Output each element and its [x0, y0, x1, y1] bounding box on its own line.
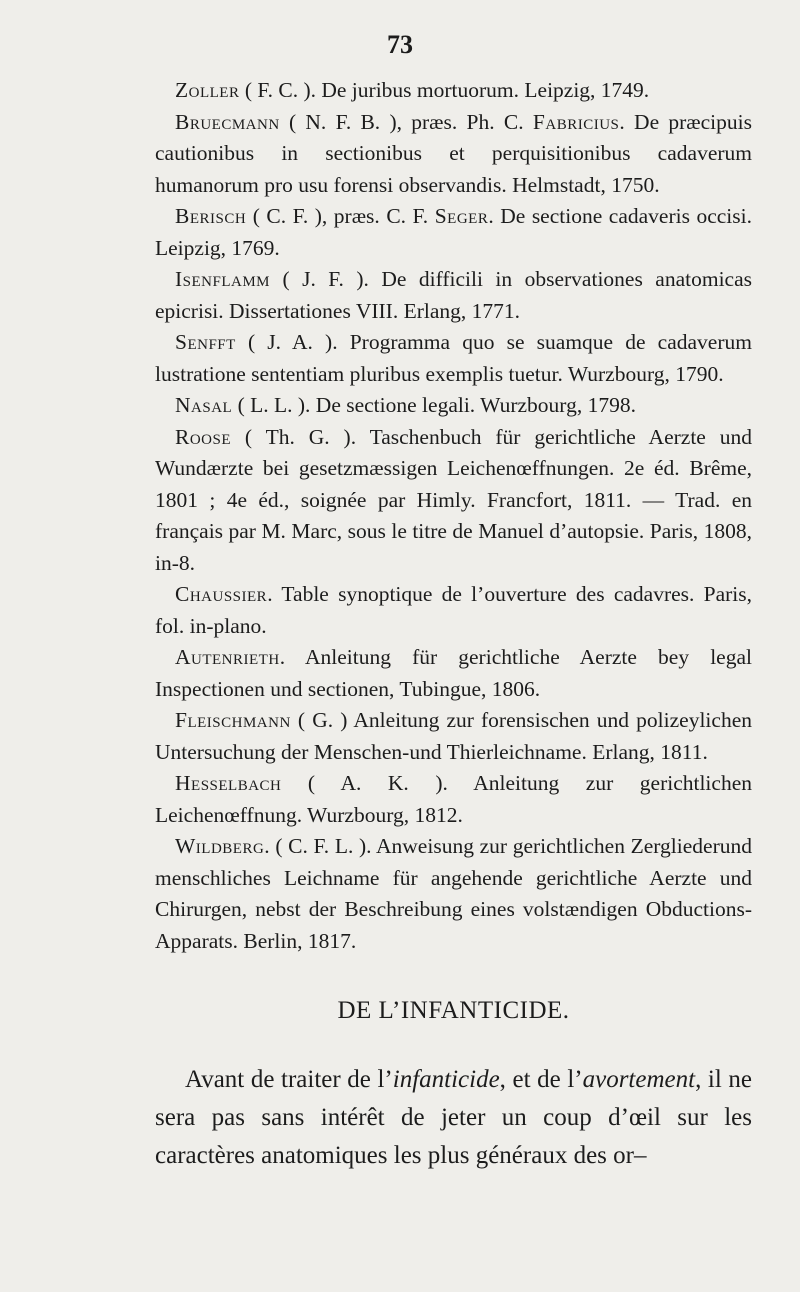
bibliography-entry: Hesselbach ( A. K. ). Anleitung zur gerichtlichen Leichenœffnung. Wurzbourg, 1812.	[155, 771, 752, 827]
body-paragraph: Avant de traiter de l’infanticide, et de l’avortement, il ne sera pas sans intérêt de jeter un coup d’œil sur les caractères anatomiques les plus généraux des or–	[155, 1065, 752, 1169]
emphasis: avortement	[582, 1065, 696, 1093]
emphasis: infanticide	[392, 1065, 500, 1093]
bibliography-entry: Wildberg. ( C. F. L. ). Anweisung zur gerichtlichen Zergliederund menschliches Leichname für angehende gerichtliche Aerzte und Chirurgen, nebst der Beschreibung eines volstændigen Obductions-Apparats. Berlin, 1817.	[155, 834, 752, 953]
bibliography-entry: Isenflamm ( J. F. ). De difficili in observationes anatomicas epicrisi. Dissertationes VIII. Erlang, 1771.	[155, 267, 752, 323]
author-name: Hesselbach	[175, 771, 282, 795]
author-name: Autenrieth	[175, 645, 280, 669]
author-name: Nasal	[175, 393, 233, 417]
bibliography-entry: Berisch ( C. F. ), præs. C. F. Seger. De sectione cadaveris occisi. Leipzig, 1769.	[155, 204, 752, 260]
author-name: Seger	[434, 204, 489, 228]
author-name: Chaussier	[175, 582, 268, 606]
bibliography-entry: Chaussier. Table synoptique de l’ouverture des cadavres. Paris, fol. in-plano.	[155, 582, 752, 638]
author-name: Bruecmann	[175, 109, 280, 134]
page-body	[155, 75, 752, 1175]
author-name: Senfft	[175, 330, 236, 354]
bibliography-entry: Nasal ( L. L. ). De sectione legali. Wurzbourg, 1798.	[175, 393, 636, 417]
page-number: 73	[387, 30, 413, 59]
author-name: Fabricius	[532, 109, 620, 134]
author-name: Roose	[175, 424, 232, 449]
bibliography-entry: Fleischmann ( G. ) Anleitung zur forensischen und polizeylichen Untersuchung der Menschen-und Thierleichname. Erlang, 1811.	[155, 708, 752, 764]
bibliography-entry: Autenrieth. Anleitung für gerichtliche Aerzte bey legal Inspectionen und sectionen, Tubingue, 1806.	[155, 645, 752, 701]
bibliography-entry: Bruecmann ( N. F. B. ), præs. Ph. C. Fabricius. De præcipuis cautionibus in sectionibus et perquisitionibus cadaverum humanorum pro usu forensi observandis. Helmstadt, 1750.	[155, 109, 752, 197]
author-name: Zoller	[175, 78, 240, 102]
bibliography-entry: Zoller ( F. C. ). De juribus mortuorum. Leipzig, 1749.	[175, 78, 650, 102]
author-name: Berisch	[175, 204, 247, 228]
author-name: Wildberg	[175, 834, 265, 858]
author-name: Isenflamm	[175, 267, 271, 291]
section-heading: DE L’INFANTICIDE.	[337, 997, 570, 1024]
bibliography-entry: Senfft ( J. A. ). Programma quo se suamque de cadaverum lustratione sententiam pluribus exemplis tuetur. Wurzbourg, 1790.	[155, 330, 752, 386]
bibliography-entry: Roose ( Th. G. ). Taschenbuch für gerichtliche Aerzte und Wundærzte bei gesetzmæssigen Leichenœffnungen. 2e éd. Brême, 1801 ; 4e éd., soignée par Himly. Francfort, 1811. — Trad. en français par M. Marc, sous le titre de Manuel d’autopsie. Paris, 1808, in-8.	[155, 424, 752, 575]
author-name: Fleischmann	[175, 708, 291, 732]
